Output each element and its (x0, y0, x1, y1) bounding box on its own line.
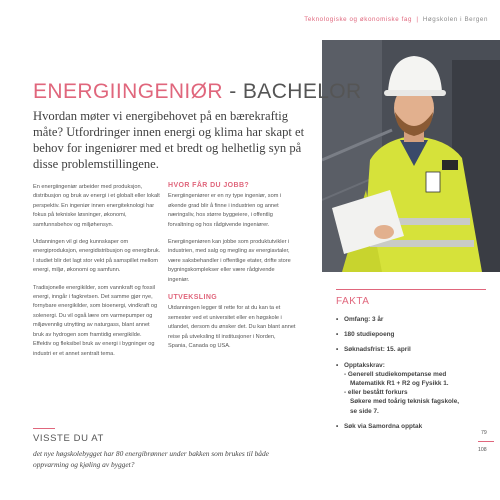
fakta-list (336, 315, 486, 431)
header-school: Høgskolen i Bergen (422, 16, 488, 23)
title-main: ENERGIINGENIØR (33, 80, 223, 103)
list-item: • 180 studiepoeng (336, 331, 395, 339)
visste-heading: VISSTE DU AT (33, 433, 104, 444)
bullet-icon: • (336, 331, 339, 339)
section-heading-exchange: UTVEKSLING (168, 294, 218, 302)
title-sub: BACHELOR (242, 80, 362, 103)
fakta-heading: FAKTA (336, 296, 370, 307)
bullet-icon: • (336, 346, 339, 354)
page-current: 79 (481, 430, 487, 436)
visste-divider (33, 428, 55, 429)
body-paragraph: Energiingeniører er en ny type ingeniør, som i økende grad blir å finne i industrien og annet næringsliv, hos større byggeiere, i offentlig forvaltning og hos rådgivende ingeniører. (168, 193, 282, 228)
bullet-icon: • (336, 361, 339, 369)
page-total: 108 (478, 447, 487, 453)
page-title (33, 80, 362, 104)
engineer-illustration (322, 40, 500, 272)
bullet-icon: • (336, 316, 339, 323)
running-header (304, 16, 488, 23)
page-number-divider (478, 441, 494, 442)
bullet-icon: • (336, 422, 339, 430)
list-item: • Søk via Samordna opptak (336, 422, 423, 430)
list-item: • Opptakskrav: - Generell studiekompetanse med Matematikk R1 + R2 og Fysikk 1. - eller bestått forkurs Søkere med toårig teknisk fagskole, se side 7. (336, 361, 460, 415)
header-institution: Teknologiske og økonomiske fag (304, 16, 412, 23)
body-paragraph: Utdanningen legger til rette for at du kan ta et semester ved et universitet eller en høgskole i utlandet, dersom du ønsker det. Du kan blant annet reise på utveksling til institusjoner i Norden, Spania, Canada og USA. (168, 305, 296, 350)
body-column-right (168, 181, 296, 360)
visste-text: det nye høgskolebygget har 80 energibrønner under bakken som brukes til både oppvarming og kjøling av bygget? (33, 449, 269, 469)
lead-paragraph: Hvordan møter vi energibehovet på en bærekraftig måte? Utfordringer innen energi og klima har skapt et behov for ingeniører med et bredt og helhetlig syn på disse problemstillingene. (33, 109, 305, 171)
body-column-left (33, 183, 161, 367)
fakta-box (336, 289, 486, 437)
did-you-know-box (33, 428, 298, 470)
body-paragraph: Energiingeniøren kan jobbe som produktutvikler i industrien, med salg og megling av energiavtaler, være saksbehandler i offentlige etater, drifte store bygningskomplekser eller være rådgivende ingeniør. (168, 239, 291, 283)
body-paragraph: Utdanningen vil gi deg kunnskaper om energiproduksjon, energidistribusjon og energibruk. I studiet blir det lagt stor vekt på samspillet mellom energi, miljø, økonomi og samfunn. (33, 239, 161, 274)
body-paragraph: En energiingeniør arbeider med produksjon, distribusjon og bruk av energi i et globalt eller lokalt perspektiv. En ingeniør innen energiteknologi har fokus på tekniske løsninger, økonomi, samfunnsbehov og miljøhensyn. (33, 184, 160, 228)
header-separator: | (416, 16, 419, 23)
section-heading-jobs: HVOR FÅR DU JOBB? (168, 182, 250, 189)
engineer-photo (322, 40, 500, 272)
list-item: • Søknadsfrist: 15. april (336, 346, 411, 354)
body-paragraph: Tradisjonelle energikilder, som vannkraft og fossil energi, inngår i fagkretsen. Det samme gjør nye, fornybare energikilder, som bioenergi, vindkraft og solenergi. Du vil også lære om varmepumper og miljøvennlig utnytting av naturgass, blant annet bruk av hydrogen som framtidig energikilde. Effektiv og fleksibel bruk av energi i bygninger og industri er et annet sentralt tema. (33, 284, 158, 357)
list-item: • Omfang: 3 år (336, 316, 384, 323)
page-number (478, 430, 494, 453)
title-dash: - (229, 80, 237, 103)
fakta-divider (336, 289, 486, 290)
